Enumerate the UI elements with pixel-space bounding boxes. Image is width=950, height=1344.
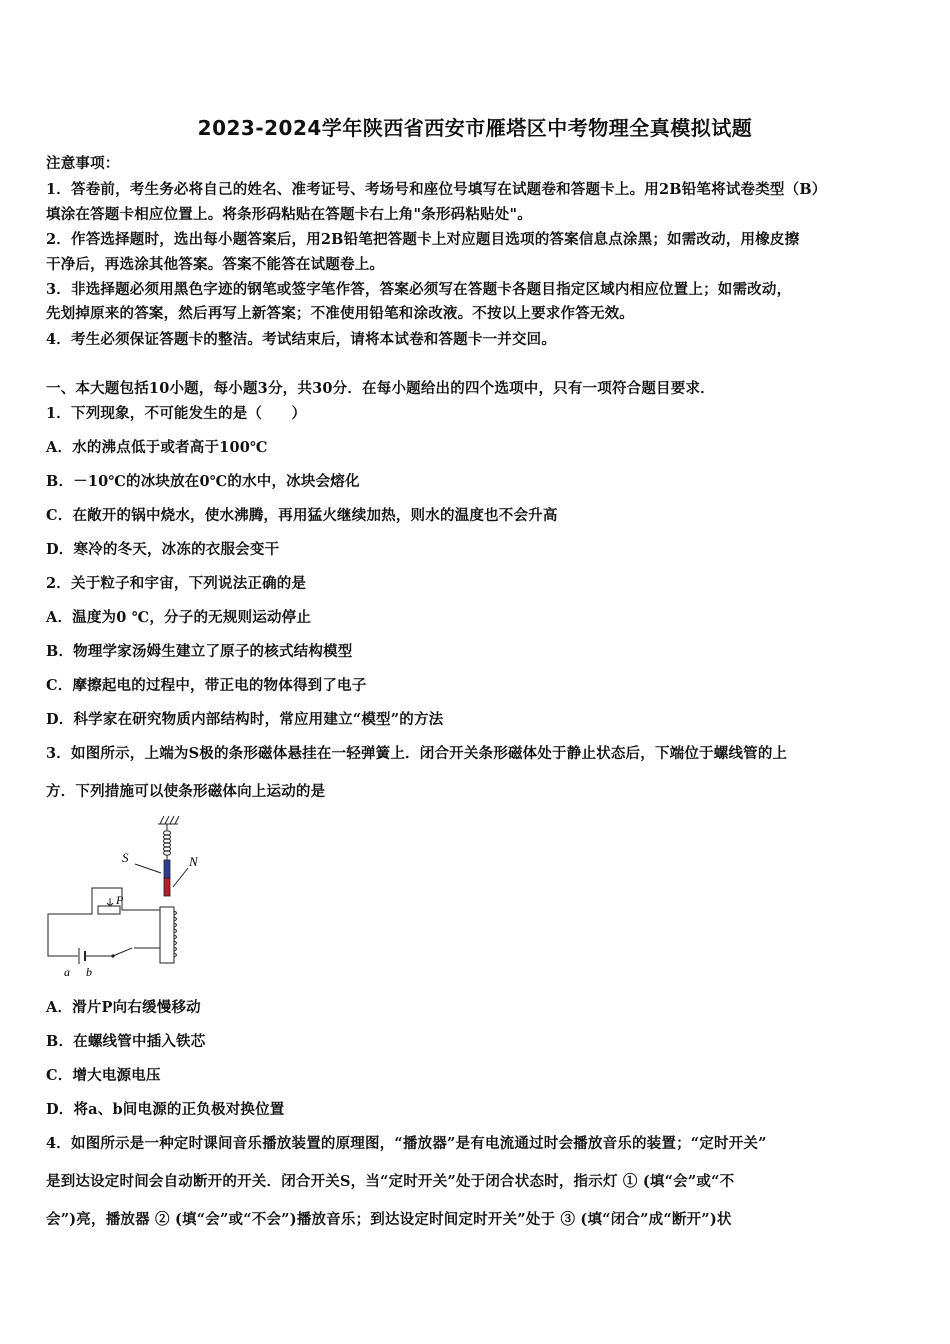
question-2-option-d: D．科学家在研究物质内部结构时，常应用建立“模型”的方法 (46, 711, 444, 728)
label-n: N (189, 854, 198, 869)
label-b: b (86, 965, 92, 979)
section-heading: 一、本大题包括10小题，每小题3分，共30分．在每小题给出的四个选项中，只有一项符合题目要求． (46, 380, 715, 397)
question-2-stem: 2．关于粒子和宇宙，下列说法正确的是 (46, 575, 307, 592)
question-1-option-c: C．在敞开的锅中烧水，使水沸腾，再用猛火继续加热，则水的温度也不会升高 (46, 507, 558, 524)
question-4-line: 4．如图所示是一种定时课间音乐播放装置的原理图，“播放器”是有电流通过时会播放音乐的装置；“定时开关” (46, 1135, 767, 1152)
spring (164, 824, 171, 860)
label-p: P (116, 893, 124, 907)
question-4-line: 会”)亮，播放器 ② (填“会”或“不会”)播放音乐；到达设定时间定时开关”处于 ③ (填“闭合”成“断开”)状 (46, 1211, 732, 1228)
question-3-option-a: A．滑片P向右缓慢移动 (46, 999, 201, 1016)
bar-magnet-s-end (164, 860, 170, 878)
rheostat (98, 906, 120, 914)
solenoid-circuit-figure (40, 810, 220, 982)
question-3-option-d: D．将a、b间电源的正负极对换位置 (46, 1101, 285, 1118)
page-title: 2023-2024学年陕西省西安市雁塔区中考物理全真模拟试题 (197, 116, 753, 140)
bar-magnet-n-end (164, 878, 170, 896)
label-a: a (64, 965, 70, 979)
question-3-stem-line1: 3．如图所示，上端为S极的条形磁体悬挂在一轻弹簧上．闭合开关条形磁体处于静止状态后，下端位于螺线管的上 (46, 745, 788, 762)
question-1-option-d: D．寒冷的冬天，冰冻的衣服会变干 (46, 541, 280, 558)
question-2-option-a: A．温度为0 ℃，分子的无规则运动停止 (46, 609, 312, 626)
question-3-stem-line2: 方．下列措施可以使条形磁体向上运动的是 (46, 783, 326, 800)
question-4-line: 是到达设定时间会自动断开的开关．闭合开关S，当“定时开关”处于闭合状态时，指示灯 ① (填“会”或“不 (46, 1173, 735, 1190)
notice-line: 填涂在答题卡相应位置上。将条形码粘贴在答题卡右上角"条形码粘贴处"。 (46, 206, 532, 223)
s-pointer (135, 864, 161, 873)
question-1-option-b: B．－10℃的冰块放在0℃的水中，冰块会熔化 (46, 473, 360, 490)
notice-line: 干净后，再选涂其他答案。答案不能答在试题卷上。 (46, 256, 385, 273)
circuit-wires (48, 888, 160, 960)
notice-heading: 注意事项： (46, 155, 120, 172)
n-pointer (173, 868, 188, 887)
solenoid (160, 907, 174, 963)
switch-arm (113, 948, 132, 956)
notice-line: 4．考生必须保证答题卡的整洁。考试结束后，请将本试卷和答题卡一并交回。 (46, 331, 557, 348)
question-1-option-a: A．水的沸点低于或者高于100℃ (46, 439, 268, 456)
question-2-option-c: C．摩擦起电的过程中，带正电的物体得到了电子 (46, 677, 367, 694)
ceiling-mount (158, 816, 179, 824)
label-s: S (122, 850, 129, 865)
notice-line: 3．非选择题必须用黑色字迹的钢笔或签字笔作答，答案必须写在答题卡各题目指定区域内相应位置上；如需改动， (46, 281, 792, 298)
question-1-stem: 1．下列现象，不可能发生的是（ ） (46, 405, 307, 422)
question-3-option-c: C．增大电源电压 (46, 1067, 161, 1084)
notice-line: 先划掉原来的答案，然后再写上新答案；不准使用铅笔和涂改液。不按以上要求作答无效。 (46, 305, 634, 322)
question-3-option-b: B．在螺线管中插入铁芯 (46, 1033, 206, 1050)
notice-line: 2．作答选择题时，选出每小题答案后，用2B铅笔把答题卡上对应题目选项的答案信息点涂黑；如需改动，用橡皮擦 (46, 231, 800, 248)
notice-line: 1．答卷前，考生务必将自己的姓名、准考证号、考场号和座位号填写在试题卷和答题卡上。用2B铅笔将试卷类型（B） (46, 181, 827, 198)
question-2-option-b: B．物理学家汤姆生建立了原子的核式结构模型 (46, 643, 353, 660)
